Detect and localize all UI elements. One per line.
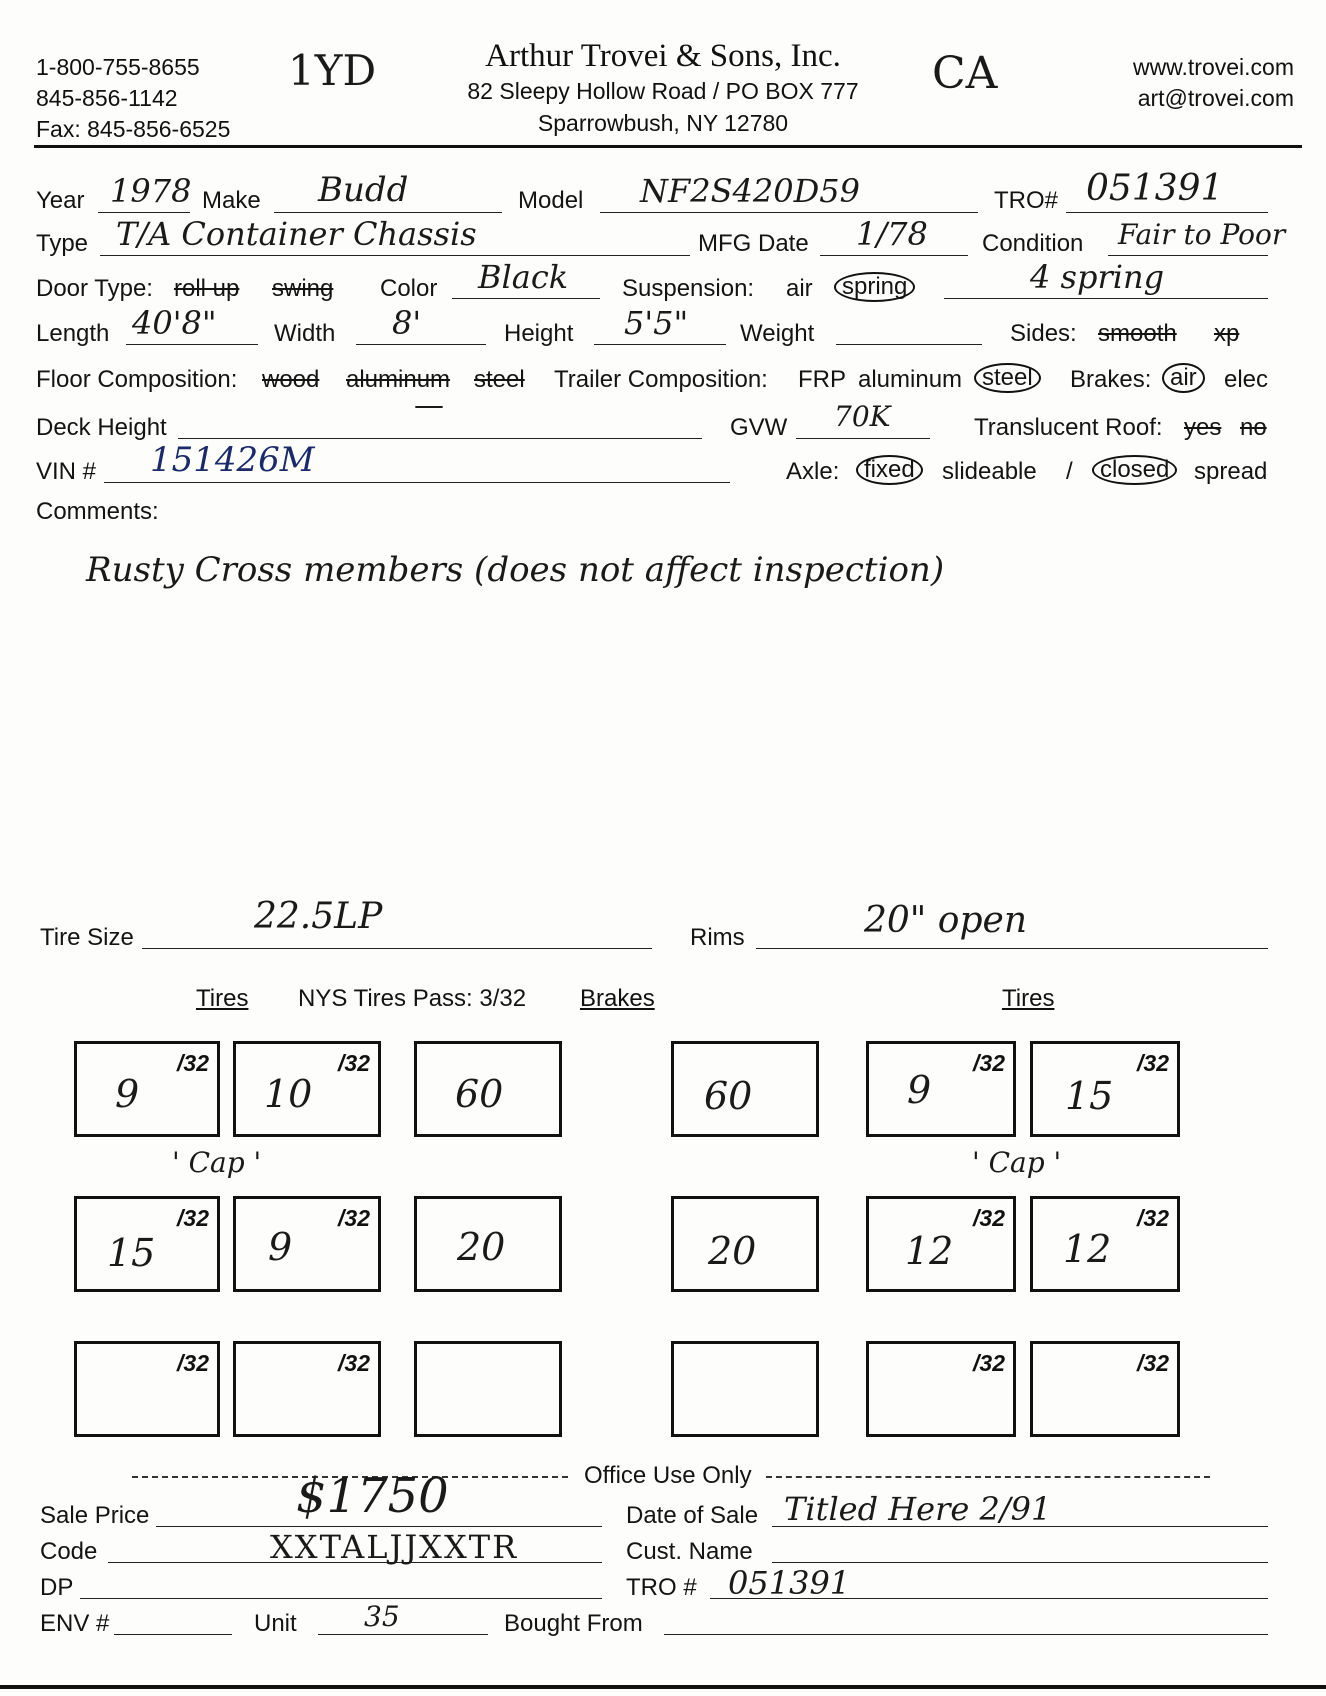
tire-box[interactable] — [1030, 1196, 1180, 1292]
brakes-label: Brakes: — [1070, 366, 1152, 393]
nys-pass-label: NYS Tires Pass: 3/32 — [298, 985, 527, 1012]
make-label: Make — [202, 187, 261, 214]
tire-reading: 9 — [907, 1068, 932, 1112]
suspension-spring-option[interactable]: spring — [834, 272, 915, 302]
color-label: Color — [380, 275, 438, 302]
bought-from-line — [664, 1634, 1268, 1635]
tire-reading: 12 — [905, 1229, 954, 1273]
axle-slideable-option[interactable]: slideable — [942, 458, 1037, 485]
suspension-label: Suspension: — [622, 275, 755, 302]
tro2-value[interactable]: 051391 — [728, 1564, 851, 1602]
height-value[interactable]: 5'5" — [624, 304, 689, 342]
brake-box[interactable] — [671, 1196, 819, 1292]
office-divider-right — [766, 1476, 1210, 1478]
fraction-label: /32 — [177, 1205, 209, 1231]
cap-note-left: ' Cap ' — [172, 1146, 262, 1179]
fraction-label: /32 — [1137, 1350, 1169, 1376]
axle-fixed-option[interactable]: fixed — [856, 455, 923, 485]
roof-no-option[interactable]: no — [1240, 414, 1267, 441]
fraction-label: /32 — [973, 1350, 1005, 1376]
color-line — [452, 298, 600, 299]
roof-yes-option[interactable]: yes — [1184, 414, 1222, 441]
tire-reading: 10 — [264, 1072, 313, 1116]
rims-label: Rims — [690, 924, 745, 951]
handwritten-note-left: 1YD — [288, 46, 377, 95]
brake-box[interactable] — [414, 1341, 562, 1437]
unit-label: Unit — [254, 1610, 297, 1637]
model-label: Model — [518, 187, 584, 214]
sides-xp-option[interactable]: xp — [1214, 320, 1240, 347]
width-line — [356, 344, 486, 345]
floor-label: Floor Composition: — [36, 366, 238, 393]
contact-web — [1133, 52, 1294, 114]
year-line — [98, 212, 190, 213]
vin-value[interactable]: 151426M — [150, 440, 315, 480]
axle-label: Axle: — [786, 458, 840, 485]
brakes-air-wrap — [1162, 363, 1205, 393]
mfg-date-label: MFG Date — [698, 230, 809, 257]
tire-box[interactable] — [1030, 1041, 1180, 1137]
brake-box[interactable] — [671, 1041, 819, 1137]
axle-closed-wrap — [1092, 455, 1177, 485]
trailer-label: Trailer Composition: — [554, 366, 768, 393]
phone-local: 845-856-1142 — [36, 85, 178, 111]
sale-price-label: Sale Price — [40, 1502, 150, 1529]
sale-price-value[interactable]: $1750 — [296, 1468, 449, 1524]
page-bottom-edge — [0, 1685, 1326, 1689]
website[interactable]: www.trovei.com — [1132, 54, 1294, 80]
length-value[interactable]: 40'8" — [132, 304, 217, 342]
handwritten-note-right: CA — [932, 48, 998, 99]
tire-box[interactable] — [866, 1041, 1016, 1137]
floor-steel-option[interactable]: steel — [474, 366, 525, 393]
suspension-spring-wrap — [834, 272, 915, 302]
fraction-label: /32 — [338, 1050, 370, 1076]
floor-aluminum-option[interactable]: aluminum — [346, 366, 451, 393]
deck-height-label: Deck Height — [36, 414, 167, 441]
height-line — [594, 344, 726, 345]
fraction-label: /32 — [1137, 1050, 1169, 1076]
brake-reading: 20 — [457, 1225, 506, 1269]
company-address-2: Sparrowbush, NY 12780 — [537, 110, 789, 136]
gvw-line — [796, 438, 930, 439]
axle-closed-option[interactable]: closed — [1092, 455, 1177, 485]
tro-line — [1066, 212, 1268, 213]
date-of-sale-label: Date of Sale — [626, 1502, 759, 1529]
suspension-value[interactable]: 4 spring — [1030, 258, 1165, 296]
weight-label: Weight — [740, 320, 815, 347]
fax-number: Fax: 845-856-6525 — [36, 116, 231, 142]
fraction-label: /32 — [177, 1050, 209, 1076]
tire-reading: 9 — [268, 1225, 293, 1269]
trailer-steel-option[interactable]: steel — [974, 363, 1041, 393]
office-use-label: Office Use Only — [584, 1462, 752, 1489]
tire-reading: 15 — [1065, 1074, 1114, 1118]
tire-size-label: Tire Size — [40, 924, 134, 951]
env-line — [114, 1634, 232, 1635]
type-label: Type — [36, 230, 89, 257]
rims-line — [756, 948, 1268, 949]
floor-wood-option[interactable]: wood — [262, 366, 320, 393]
company-block — [0, 38, 1326, 139]
vin-label: VIN # — [36, 458, 97, 485]
brake-box[interactable] — [671, 1341, 819, 1437]
door-swing-option[interactable]: swing — [272, 275, 334, 302]
tire-box[interactable] — [233, 1341, 381, 1437]
condition-value[interactable]: Fair to Poor — [1118, 218, 1286, 251]
axle-spread-option[interactable]: spread — [1194, 458, 1268, 485]
company-name: Arthur Trovei & Sons, Inc. — [485, 38, 841, 74]
tire-size-line — [142, 948, 652, 949]
fraction-label: /32 — [973, 1050, 1005, 1076]
deck-height-value[interactable]: — — [414, 388, 444, 423]
tire-box[interactable] — [233, 1196, 381, 1292]
fraction-label: /32 — [338, 1350, 370, 1376]
brake-reading: 20 — [708, 1229, 757, 1273]
tire-size-value[interactable]: 22.5LP — [254, 896, 383, 937]
code-value[interactable]: XXTALJJXXTR — [270, 1528, 519, 1566]
fraction-label: /32 — [338, 1205, 370, 1231]
brakes-header: Brakes — [580, 985, 655, 1012]
date-of-sale-value[interactable]: Titled Here 2/91 — [784, 1490, 1052, 1528]
tires-left-header: Tires — [196, 985, 249, 1012]
door-type-label: Door Type: — [36, 275, 153, 302]
comments-value[interactable]: Rusty Cross members (does not affect inspection) — [86, 550, 945, 590]
condition-line — [1108, 255, 1268, 256]
door-rollup-option[interactable]: roll up — [174, 275, 240, 302]
header-divider — [34, 145, 1302, 148]
sides-label: Sides: — [1010, 320, 1077, 347]
year-value[interactable]: 1978 — [110, 172, 192, 210]
year-label: Year — [36, 187, 85, 214]
cap-note-right: ' Cap ' — [972, 1146, 1062, 1179]
gvw-label: GVW — [730, 414, 788, 441]
length-label: Length — [36, 320, 110, 347]
length-line — [126, 344, 258, 345]
sides-smooth-option[interactable]: smooth — [1098, 320, 1177, 347]
type-line — [100, 255, 690, 256]
model-value[interactable]: NF2S420D59 — [640, 172, 860, 210]
dp-line — [80, 1598, 602, 1599]
comments-label: Comments: — [36, 498, 159, 525]
tro-value[interactable]: 051391 — [1086, 168, 1224, 209]
brakes-air-option[interactable]: air — [1162, 363, 1205, 393]
suspension-air-option[interactable]: air — [786, 275, 813, 302]
fraction-label: /32 — [177, 1350, 209, 1376]
vin-line — [104, 482, 730, 483]
tire-box[interactable] — [866, 1196, 1016, 1292]
unit-line — [318, 1634, 488, 1635]
type-value[interactable]: T/A Container Chassis — [116, 215, 477, 253]
tro-label: TRO# — [994, 187, 1059, 214]
rims-value[interactable]: 20" open — [864, 900, 1028, 941]
height-label: Height — [504, 320, 574, 347]
bought-from-label: Bought From — [504, 1610, 643, 1637]
fraction-label: /32 — [973, 1205, 1005, 1231]
phone-tollfree: 1-800-755-8655 — [36, 54, 200, 80]
width-value[interactable]: 8' — [392, 304, 422, 342]
env-label: ENV # — [40, 1610, 110, 1637]
email[interactable]: art@trovei.com — [1137, 85, 1294, 111]
weight-line — [836, 344, 982, 345]
trailer-frp-option[interactable]: FRP — [798, 366, 846, 393]
gvw-value[interactable]: 70K — [834, 400, 891, 433]
tire-reading: 9 — [115, 1072, 140, 1116]
unit-value[interactable]: 35 — [364, 1600, 400, 1633]
code-label: Code — [40, 1538, 98, 1565]
brake-box[interactable] — [414, 1196, 562, 1292]
tire-box[interactable] — [866, 1341, 1016, 1437]
sale-price-line — [156, 1526, 602, 1527]
trailer-aluminum-option[interactable]: aluminum — [858, 366, 963, 393]
dp-label: DP — [40, 1574, 74, 1601]
trailer-steel-wrap — [974, 363, 1041, 393]
tire-reading: 12 — [1063, 1227, 1112, 1271]
width-label: Width — [274, 320, 336, 347]
tire-box[interactable] — [74, 1041, 220, 1137]
tires-right-header: Tires — [1002, 985, 1055, 1012]
cust-name-label: Cust. Name — [626, 1538, 753, 1565]
make-line — [274, 212, 502, 213]
color-value[interactable]: Black — [478, 258, 569, 296]
axle-fixed-wrap — [856, 455, 923, 485]
company-address-1: 82 Sleepy Hollow Road / PO BOX 777 — [467, 78, 859, 104]
make-value[interactable]: Budd — [318, 170, 409, 210]
brake-box[interactable] — [414, 1041, 562, 1137]
brakes-elec-option[interactable]: elec — [1224, 366, 1269, 393]
suspension-line — [944, 298, 1268, 299]
tire-box[interactable] — [233, 1041, 381, 1137]
cust-name-line — [772, 1562, 1268, 1563]
fraction-label: /32 — [1137, 1205, 1169, 1231]
translucent-roof-label: Translucent Roof: — [974, 414, 1163, 441]
tire-box[interactable] — [74, 1341, 220, 1437]
brake-reading: 60 — [704, 1074, 753, 1118]
deck-height-line — [178, 438, 702, 439]
tire-box[interactable] — [74, 1196, 220, 1292]
mfg-date-line — [820, 255, 968, 256]
tire-box[interactable] — [1030, 1341, 1180, 1437]
condition-label: Condition — [982, 230, 1084, 257]
mfg-date-value[interactable]: 1/78 — [856, 215, 928, 253]
model-line — [600, 212, 978, 213]
brake-reading: 60 — [455, 1072, 504, 1116]
axle-separator: / — [1066, 458, 1073, 485]
tire-reading: 15 — [107, 1231, 156, 1275]
tro2-label: TRO # — [626, 1574, 697, 1601]
